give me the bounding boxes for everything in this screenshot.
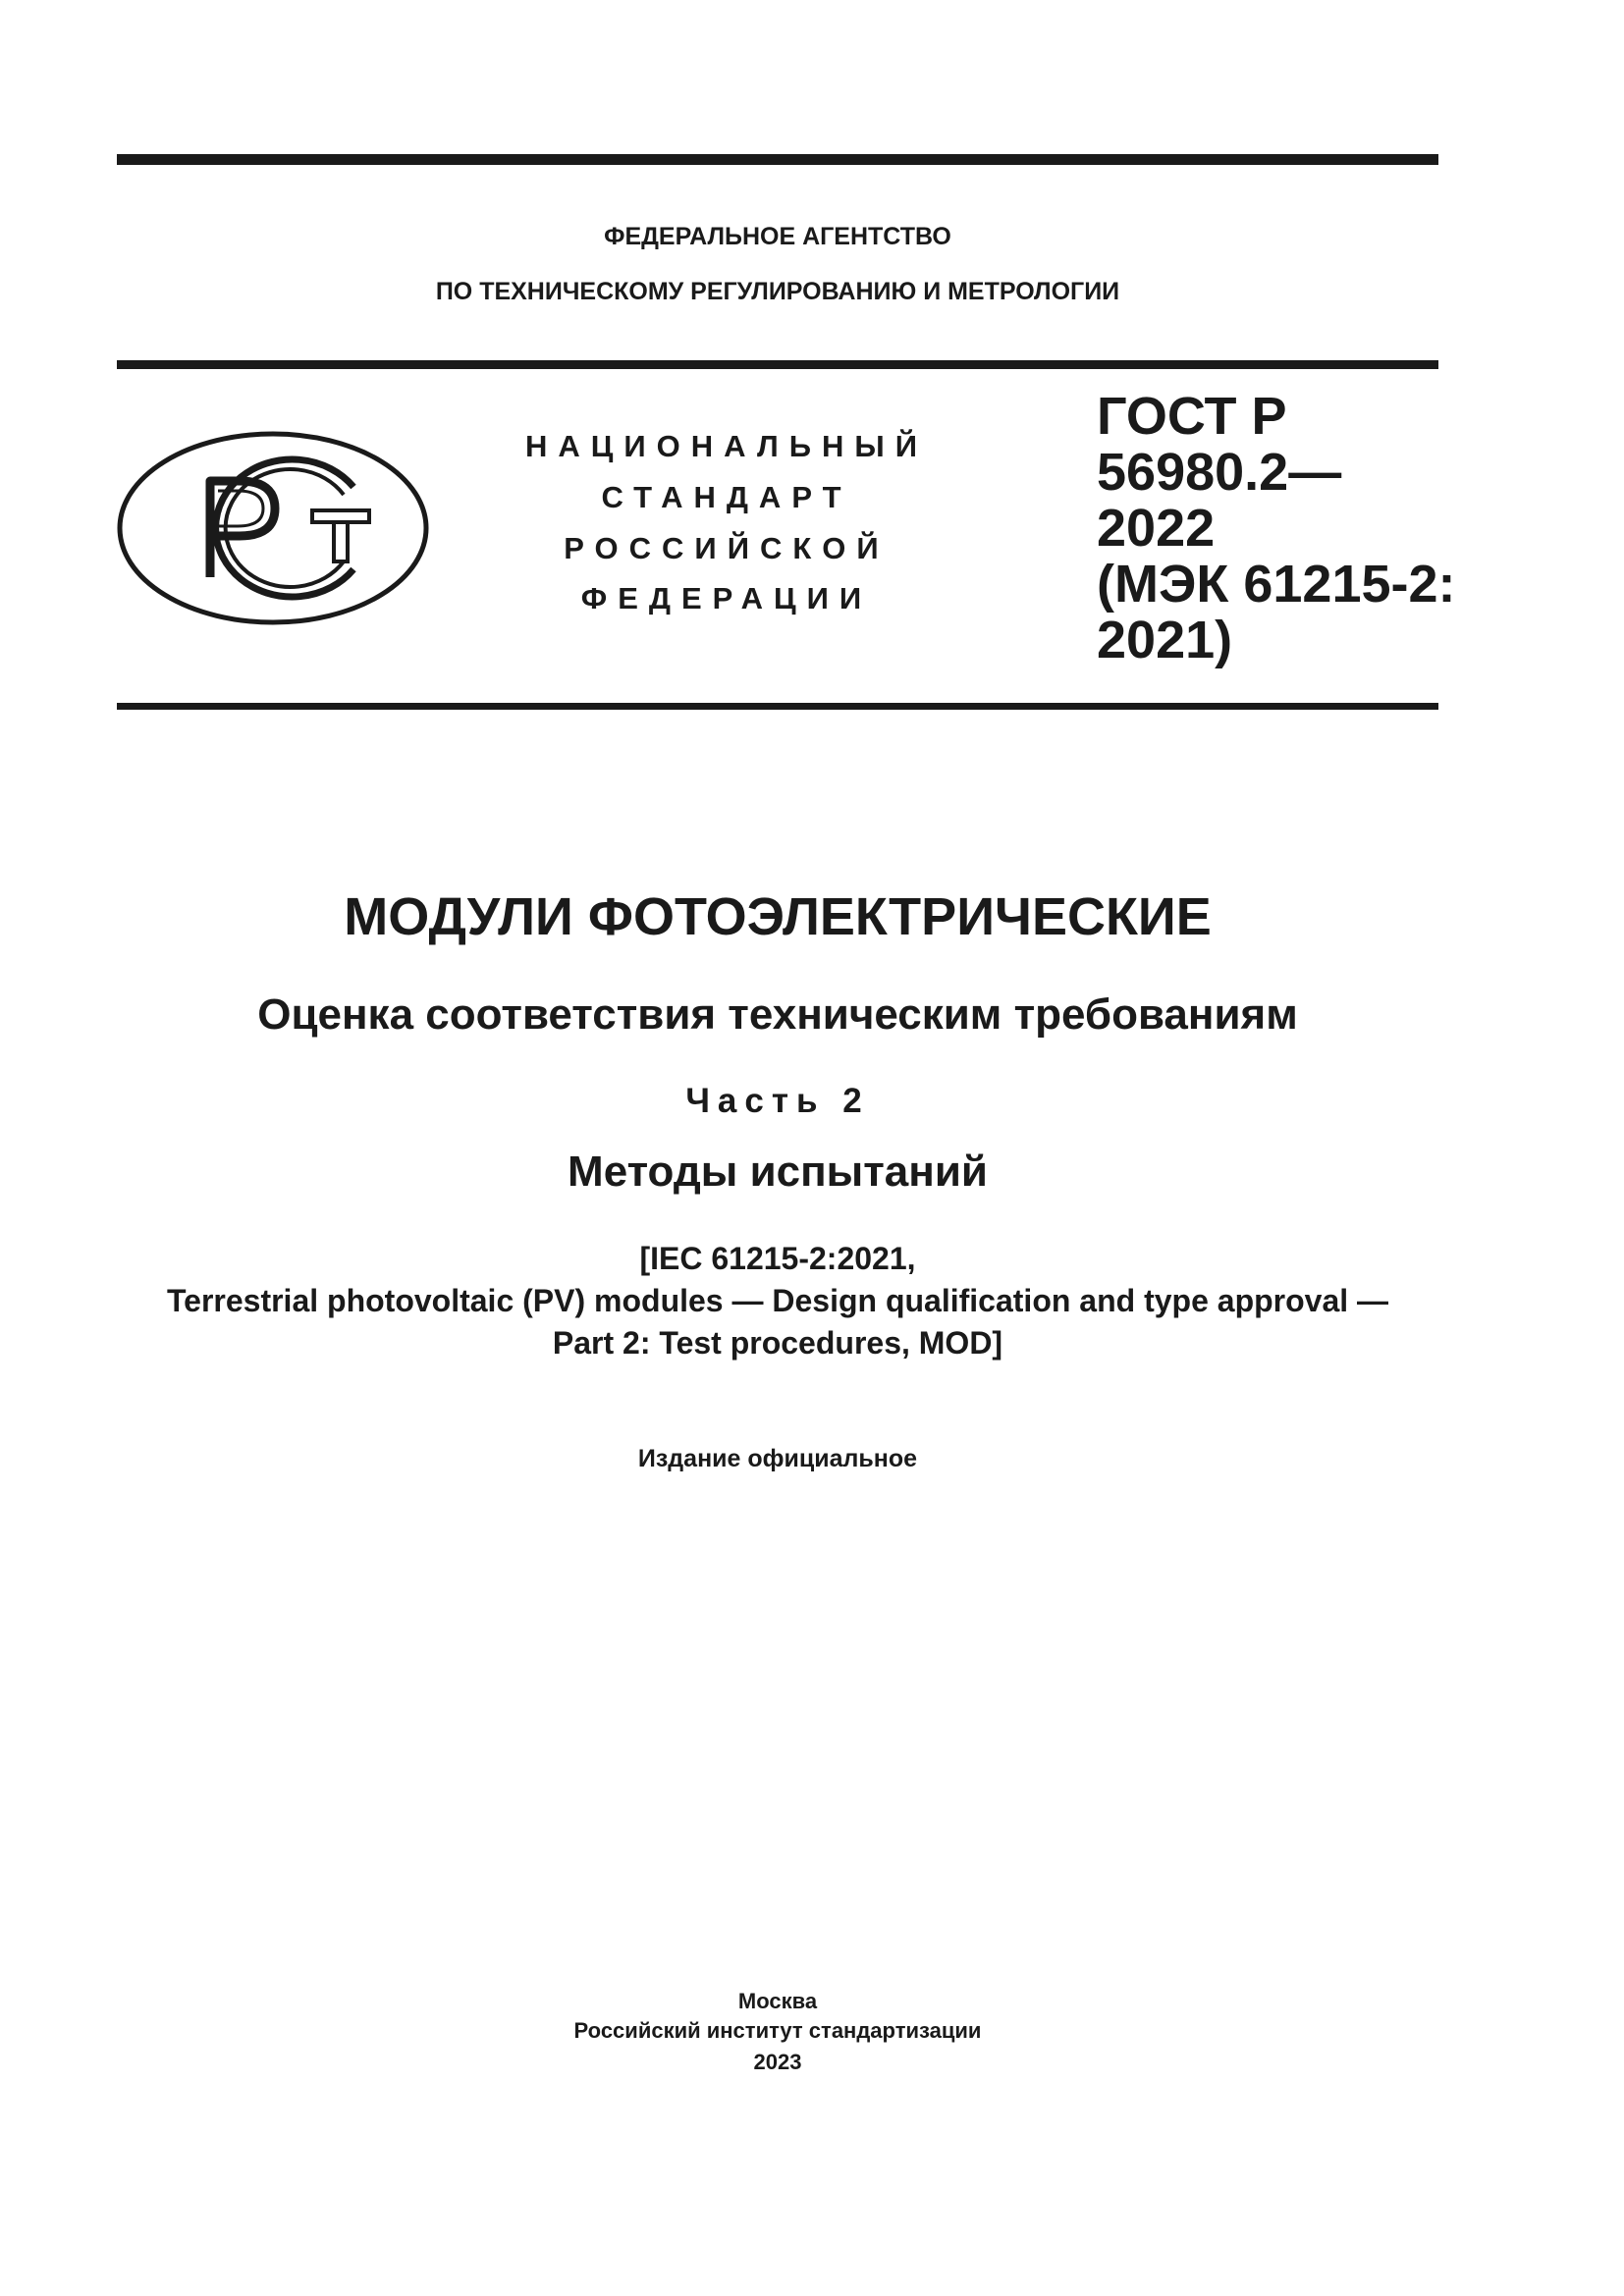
rst-logo [116, 430, 430, 626]
national-standard-line3: РОССИЙСКОЙ [564, 531, 890, 565]
publication-year: 2023 [753, 2050, 802, 2074]
reference-line2: Terrestrial photovoltaic (PV) modules — Design qualification and type approval — [166, 1283, 1389, 1318]
part-number: Часть 2 [685, 1082, 870, 1120]
official-edition-label: Издание официальное [637, 1445, 918, 1472]
publisher-institute: Российский институт стандартизации [573, 2018, 982, 2043]
reference-line1: [IEC 61215-2:2021, [639, 1241, 916, 1276]
bottom-rule [117, 703, 1438, 710]
designation-line4: (МЭК 61215-2: [1097, 555, 1456, 614]
middle-rule [117, 360, 1438, 369]
publisher-city: Москва [737, 1989, 818, 2013]
agency-name-line2: ПО ТЕХНИЧЕСКОМУ РЕГУЛИРОВАНИЮ И МЕТРОЛОГИИ [435, 278, 1120, 305]
part-title: Методы испытаний [568, 1148, 988, 1196]
national-standard-line4: ФЕДЕРАЦИИ [580, 581, 873, 615]
national-standard-line1: НАЦИОНАЛЬНЫЙ [524, 429, 929, 463]
document-subtitle: Оценка соответствия техническим требованиям [257, 990, 1298, 1039]
document-title: МОДУЛИ ФОТОЭЛЕКТРИЧЕСКИЕ [344, 887, 1212, 946]
standard-designation [1097, 387, 1456, 669]
designation-line2: 56980.2— [1097, 443, 1342, 502]
designation-line1: ГОСТ Р [1097, 387, 1287, 446]
designation-line3: 2022 [1097, 499, 1216, 558]
designation-line5: 2021) [1097, 611, 1233, 669]
agency-name-line1: ФЕДЕРАЛЬНОЕ АГЕНТСТВО [604, 223, 951, 250]
top-rule [117, 154, 1438, 165]
national-standard-line2: СТАНДАРТ [601, 480, 852, 514]
reference-line3: Part 2: Test procedures, MOD] [552, 1325, 1003, 1361]
